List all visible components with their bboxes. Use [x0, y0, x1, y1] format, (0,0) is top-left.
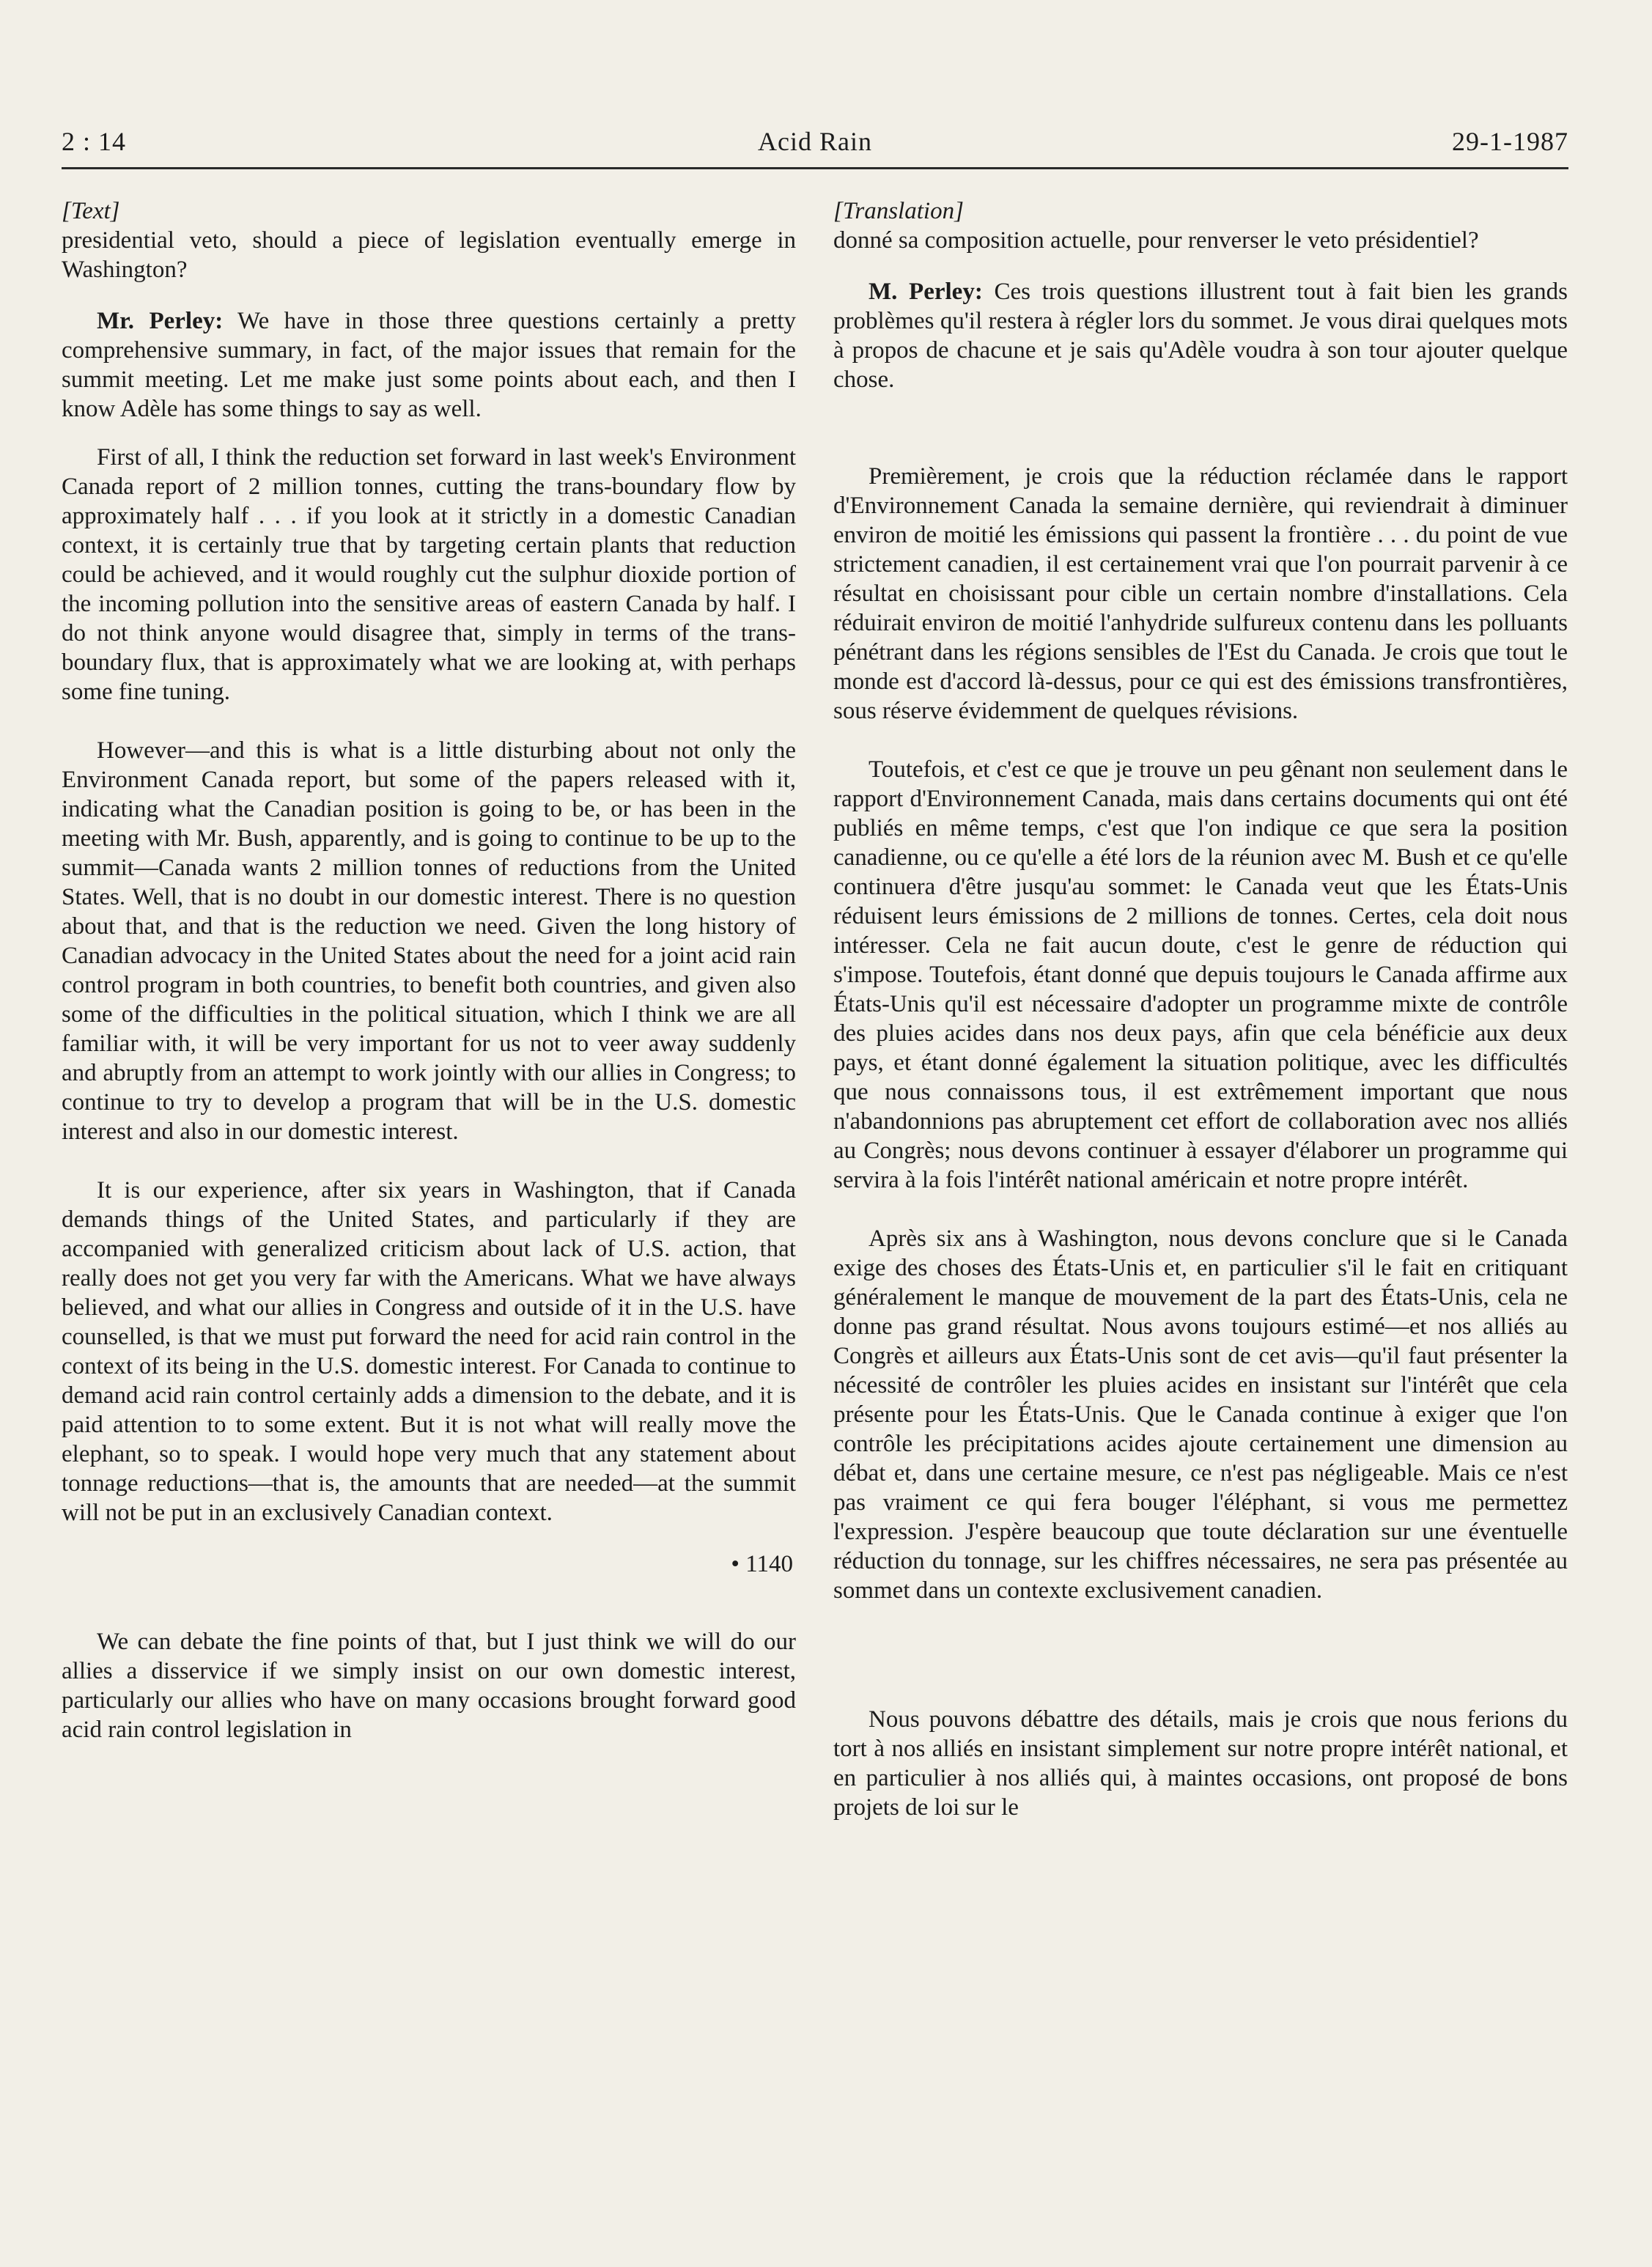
- paragraph: [62, 443, 796, 707]
- paragraph-text: First of all, I think the reduction set forward in last week's Environment Canada report of 2 million tonnes, cutting the trans-boundary flow by approximately half . . . if you look at it strictly in a domestic Canadian context, it is certainly true that by targeting certain plants that reduction could be achieved, and it would roughly cut the sulphur dioxide portion of the incoming pollution into the sensitive areas of eastern Canada by half. I do not think anyone would disagree that, simply in terms of the trans-boundary flux, that is approximately what we are looking at, with perhaps some fine tuning.: [62, 444, 796, 705]
- speaker-name: Mr. Perley:: [97, 308, 224, 334]
- language-label: [Translation]: [833, 198, 964, 224]
- english-column: [62, 196, 796, 1744]
- paragraph-text: donné sa composition actuelle, pour renverser le veto présidentiel?: [833, 227, 1479, 254]
- page-header: [62, 126, 1568, 169]
- time-marker: • 1140: [731, 1551, 793, 1577]
- page-number: 2 : 14: [62, 127, 127, 156]
- paragraph: [62, 306, 796, 424]
- paragraph-text: Après six ans à Washington, nous devons conclure que si le Canada exige des choses des États-Unis et, en particulier s'il le fait en critiquant généralement le manque de mouvement de la part des États-Unis, cela ne donne pas grand résultat. Nous avons toujours estimé—et nos alliés au Congrès et ailleurs aux États-Unis sont de cet avis—qu'il faut présenter la nécessité de contrôler les pluies acides en insistant sur l'intérêt que cela présente pour les États-Unis. Que le Canada continue à exiger que l'on contrôle les précipitations acides ajoute certainement une dimension au débat et, dans une certaine mesure, ce n'est pas négligeable. Mais ce n'est pas vraiment ce qui fera bouger l'éléphant, si vous me permettez l'expression. J'espère beaucoup que toute déclaration sur une éventuelle réduction du tonnage, sur les chiffres nécessaires, ne sera pas présentée au sommet dans un contexte exclusivement canadien.: [833, 1225, 1568, 1604]
- paragraph: [62, 736, 796, 1146]
- document-title: Acid Rain: [758, 127, 872, 156]
- paragraph-text: However—and this is what is a little disturbing about not only the Environment Canada report, but some of the papers released with it, indicating what the Canadian position is going to be, or has been in the meeting with Mr. Bush, apparently, and is going to continue to be up to the summit—Canada wants 2 million tonnes of reductions from the United States. Well, that is no doubt in our domestic interest. There is no question about that, and that is the reduction we need. Given the long history of Canadian advocacy in the United States about the need for a joint acid rain control program in both countries, to benefit both countries, and given also some of the difficulties in the political situation, which I think we are all familiar with, it will be very important for us not to veer away suddenly and abruptly from an attempt to work jointly with our allies in Congress; to continue to try to develop a program that will be in the U.S. domestic interest and also in our domestic interest.: [62, 737, 796, 1145]
- language-label: [Text]: [62, 198, 120, 224]
- paragraph: [833, 1705, 1568, 1822]
- column-spacer: [833, 1605, 1568, 1705]
- paragraph-text: presidential veto, should a piece of legislation eventually emerge in Washington?: [62, 227, 796, 283]
- paragraph-text: Nous pouvons débattre des détails, mais je crois que nous ferions du tort à nos alliés en insistant simplement sur notre propre intérêt national, et en particulier à nos alliés qui, à maintes occasions, ont proposé de bons projets de loi sur le: [833, 1706, 1568, 1821]
- paragraph: [833, 755, 1568, 1195]
- paragraph: [833, 462, 1568, 726]
- document-date: 29-1-1987: [1452, 127, 1568, 156]
- paragraph: [833, 226, 1568, 255]
- paragraph: [62, 1627, 796, 1744]
- paragraph: [833, 1224, 1568, 1605]
- paragraph-text: Premièrement, je crois que la réduction réclamée dans le rapport d'Environnement Canada la semaine dernière, qui reviendrait à diminuer environ de moitié les émissions qui passent la frontière . . . du point de vue strictement canadien, il est certainement vrai que l'on pourrait parvenir à ce résultat en choisissant pour cible un certain nombre d'installations. Cela réduirait environ de moitié l'anhydride sulfureux contenu dans les polluants pénétrant dans les régions sensibles de l'Est du Canada. Je crois que tout le monde est d'accord là-dessus, pour ce qui est des émissions transfrontières, sous réserve évidemment de quelques révisions.: [833, 463, 1568, 724]
- paragraph: [62, 226, 796, 284]
- paragraph-text: We have in those three questions certainly a pretty comprehensive summary, in fact, of the major issues that remain for the summit meeting. Let me make just some points about each, and then I know Adèle has some things to say as well.: [62, 308, 796, 422]
- paragraph-text: Ces trois questions illustrent tout à fait bien les grands problèmes qu'il restera à régler lors du sommet. Je vous dirai quelques mots à propos de chacune et je sais qu'Adèle voudra à son tour ajouter quelque chose.: [833, 279, 1568, 393]
- paragraph-text: Toutefois, et c'est ce que je trouve un peu gênant non seulement dans le rapport d'Environnement Canada, mais dans certains documents qui ont été publiés en même temps, c'est que l'on indique ce que sera la position canadienne, ou ce qu'elle a été lors de la réunion avec M. Bush et ce qu'elle continuera d'être jusqu'au sommet: le Canada veut que les États-Unis réduisent leurs émissions de 2 millions de tonnes. Certes, cela doit nous intéresser. Cela ne fait aucun doute, c'est le genre de réduction qui s'impose. Toutefois, étant donné que depuis toujours le Canada affirme aux États-Unis qu'il est nécessaire d'adopter un programme mixte de contrôle des pluies acides dans nos deux pays, afin que cela bénéficie aux deux pays, et étant donné également la situation politique, avec les difficultés que nous connaissons tous, il est extrêmement important que nous n'abandonnions pas abruptement cet effort de collaboration avec nos alliés au Congrès; nous devons continuer à essayer d'élaborer un programme qui servira à la fois l'intérêt national américain et notre propre intérêt.: [833, 756, 1568, 1193]
- paragraph: [833, 277, 1568, 394]
- paragraph: [62, 1176, 796, 1527]
- paragraph-text: We can debate the fine points of that, but I just think we will do our allies a disservice if we simply insist on our own domestic interest, particularly our allies who have on many occasions brought forward good acid rain control legislation in: [62, 1629, 796, 1743]
- french-column: [833, 196, 1568, 1822]
- speaker-name: M. Perley:: [869, 279, 983, 305]
- paragraph-text: It is our experience, after six years in Washington, that if Canada demands things of the United States, and particularly if they are accompanied with generalized criticism about lack of U.S. action, that really does not get you very far with the Americans. What we have always believed, and what our allies in Congress and outside of it in the U.S. have counselled, is that we must put forward the need for acid rain control in the context of its being in the U.S. domestic interest. For Canada to continue to demand acid rain control certainly adds a dimension to the debate, and it is paid attention to to some extent. But it is not what will really move the elephant, so to speak. I would hope very much that any statement about tonnage reductions—that is, the amounts that are needed—at the summit will not be put in an exclusively Canadian context.: [62, 1177, 796, 1526]
